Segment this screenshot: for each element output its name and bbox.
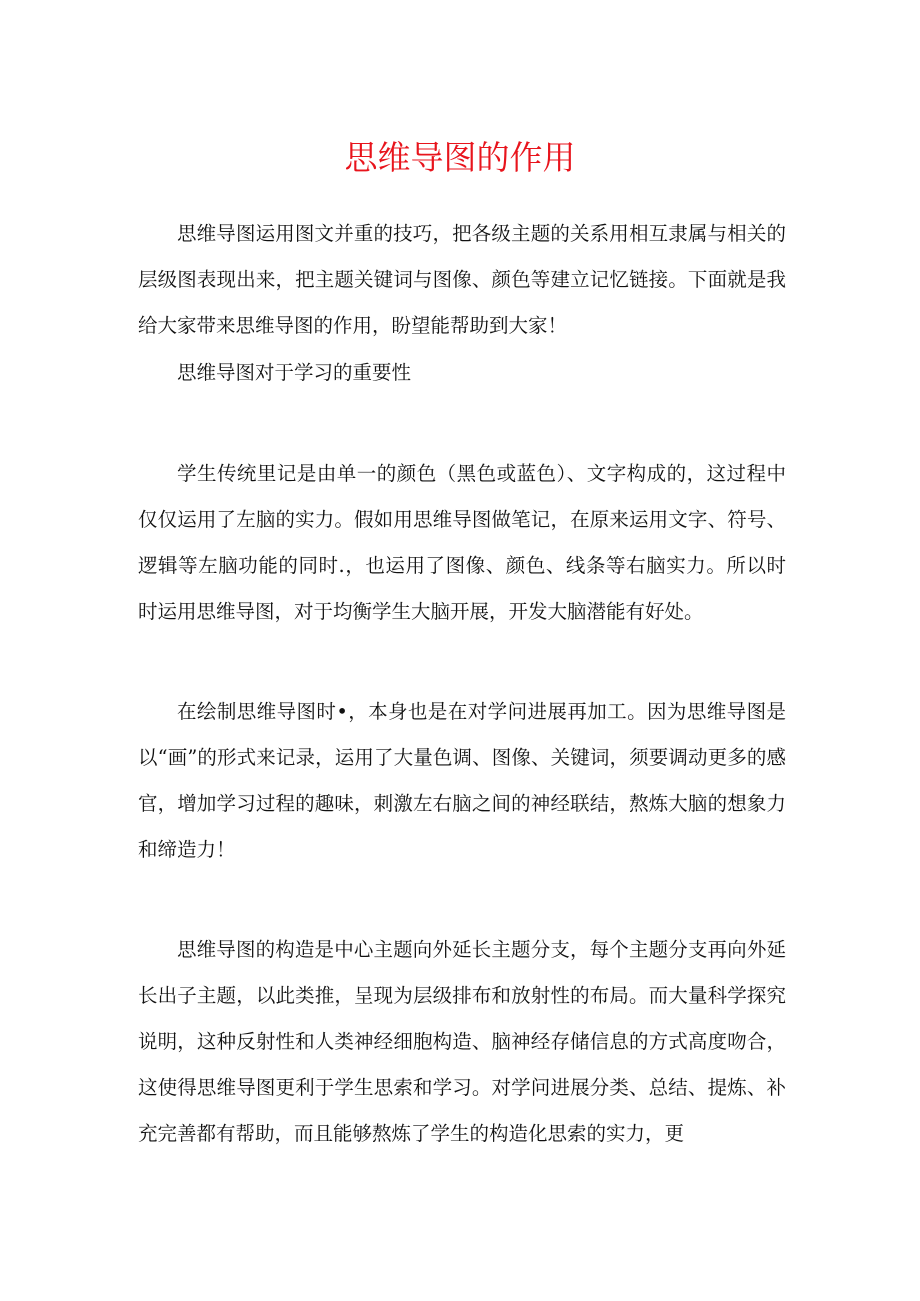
section-heading: 思维导图对于学习的重要性: [177, 361, 412, 384]
paragraph-structure: 思维导图的构造是中心主题向外延长主题分支，每个主题分支再向外延长出子主题，以此类推，呈现为层级排布和放射性的布局。而大量科学探究说明，这种反射性和人类神经细胞构造、脑神经存储信息的方式高度吻合，这使得思维导图更利于学生思索和学习。对学问进展分类、总结、提炼、补充完善都有帮助，而且能够熬炼了学生的构造化思索的实力，更: [138, 938, 786, 1145]
intro-paragraph: 思维导图运用图文并重的技巧，把各级主题的关系用相互隶属与相关的层级图表现出来，把主题关键词与图像、颜色等建立记忆链接。下面就是我给大家带来思维导图的作用，盼望能帮助到大家！: [138, 222, 786, 337]
paragraph-drawing: 在绘制思维导图时•，本身也是在对学问进展再加工。因为思维导图是以“画”的形式来记录，运用了大量色调、图像、关键词，须要调动更多的感官，增加学习过程的趣味，刺激左右脑之间的神经联结，熬炼大脑的想象力和缔造力！: [138, 700, 786, 861]
paragraph-left-brain: 学生传统里记是由单一的颜色（黑色或蓝色）、文字构成的，这过程中仅仅运用了左脑的实力。假如用思维导图做笔记，在原来运用文字、符号、逻辑等左脑功能的同时.，也运用了图像、颜色、线条等右脑实力。所以时时运用思维导图，对于均衡学生大脑开展，开发大脑潜能有好处。: [138, 462, 786, 623]
page-title: 思维导图的作用: [344, 138, 576, 177]
